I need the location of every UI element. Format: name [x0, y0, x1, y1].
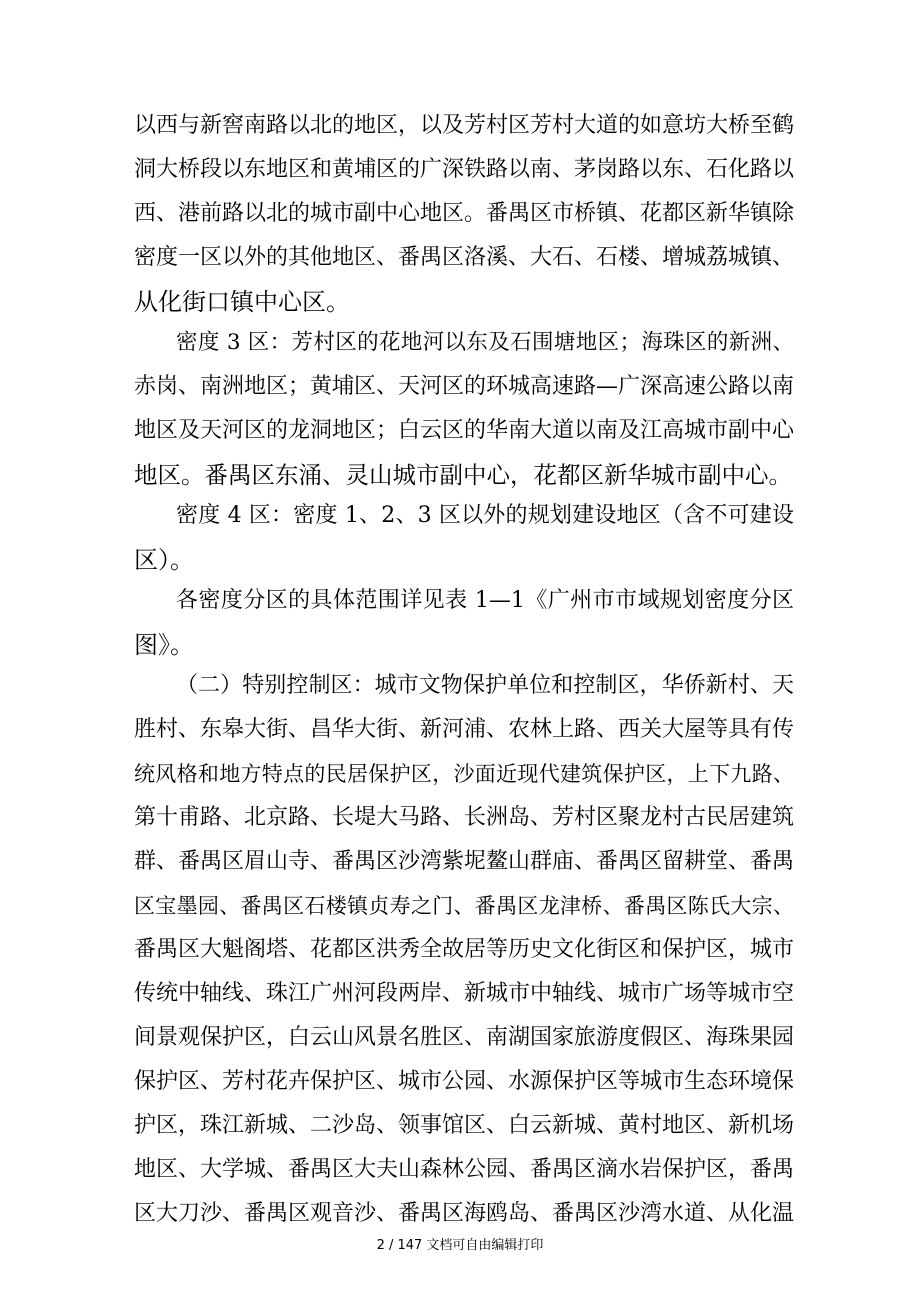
paragraph-line: 区大刀沙、番禺区观音沙、番禺区海鸥岛、番禺区沙湾水道、从化温	[134, 1201, 795, 1226]
paragraph-line: 保护区、芳村花卉保护区、城市公园、水源保护区等城市生态环境保	[134, 1069, 795, 1094]
paragraph-line: 间景观保护区，白云山风景名胜区、南湖国家旅游度假区、海珠果园	[134, 1025, 795, 1050]
paragraph-line: 统风格和地方特点的民居保护区，沙面近现代建筑保护区，上下九路、	[134, 762, 794, 786]
paragraph-line: 以西与新窖南路以北的地区，以及芳村区芳村大道的如意坊大桥至鹤	[134, 113, 795, 138]
paragraph-line: 番禺区大魁阁塔、花都区洪秀全故居等历史文化街区和保护区，城市	[134, 937, 795, 962]
paragraph-line: 密度一区以外的其他地区、番禺区洛溪、大石、石楼、增城荔城镇、	[134, 245, 795, 270]
paragraph-line: 地区。番禺区东涌、灵山城市副中心，花都区新华城市副中心。	[134, 461, 792, 489]
paragraph-line: 图》。	[134, 631, 194, 659]
paragraph-line: 地区及天河区的龙洞地区；白云区的华南大道以南及江高城市副中心	[134, 418, 795, 443]
paragraph-line: （二）特别控制区：城市文物保护单位和控制区，华侨新村、天	[176, 673, 794, 698]
paragraph-line: 西、港前路以北的城市副中心地区。番禺区市桥镇、花都区新华镇除	[134, 201, 795, 226]
paragraph-line: 密度 4 区：密度 1、2、3 区以外的规划建设地区（含不可建设	[176, 503, 794, 528]
paragraph-line: 赤岗、南洲地区；黄埔区、天河区的环城高速路—广深高速公路以南	[134, 374, 795, 399]
paragraph-line: 第十甫路、北京路、长堤大马路、长洲岛、芳村区聚龙村古民居建筑	[134, 805, 795, 830]
paragraph-line: 群、番禺区眉山寺、番禺区沙湾紫坭鳌山群庙、番禺区留耕堂、番禺	[134, 849, 795, 874]
paragraph-line: 从化街口镇中心区。	[134, 288, 350, 316]
paragraph-line: 传统中轴线、珠江广州河段两岸、新城市中轴线、城市广场等城市空	[134, 981, 795, 1006]
paragraph-line: 区）。	[134, 546, 194, 574]
paragraph-line: 区宝墨园、番禺区石楼镇贞寿之门、番禺区龙津桥、番禺区陈氏大宗、	[134, 894, 794, 918]
paragraph-line: 洞大桥段以东地区和黄埔区的广深铁路以南、茅岗路以东、石化路以	[134, 157, 795, 182]
paragraph-line: 护区，珠江新城、二沙岛、领事馆区、白云新城、黄村地区、新机场	[134, 1113, 795, 1138]
paragraph-line: 密度 3 区：芳村区的花地河以东及石围塘地区；海珠区的新洲、	[176, 330, 794, 355]
paragraph-line: 地区、大学城、番禺区大夫山森林公园、番禺区滴水岩保护区，番禺	[134, 1157, 795, 1182]
page-footer: 2 / 147 文档可自由编辑打印	[376, 1238, 544, 1253]
paragraph-line: 各密度分区的具体范围详见表 1—1《广州市市域规划密度分区	[176, 588, 794, 613]
paragraph-line: 胜村、东皋大街、昌华大街、新河浦、农林上路、西关大屋等具有传	[134, 717, 795, 742]
